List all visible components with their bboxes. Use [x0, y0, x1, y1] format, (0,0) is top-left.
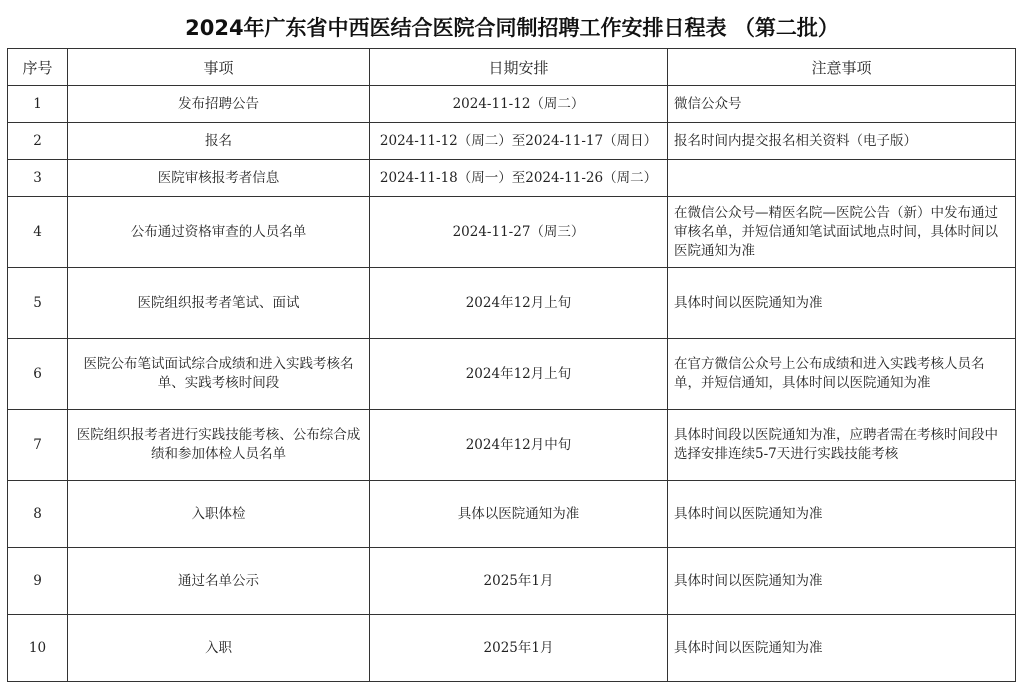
table-row	[8, 160, 1016, 197]
table-row	[8, 86, 1016, 123]
row-number: 1	[8, 86, 68, 123]
row-date: 2024-11-27（周三）	[370, 197, 668, 268]
table-row	[8, 481, 1016, 548]
table-row	[8, 615, 1016, 682]
row-item: 公布通过资格审查的人员名单	[68, 197, 370, 268]
row-note: 报名时间内提交报名相关资料（电子版）	[668, 123, 1016, 160]
schedule-table	[7, 48, 1016, 682]
row-item: 报名	[68, 123, 370, 160]
row-note: 具体时间以医院通知为准	[668, 481, 1016, 548]
row-number: 3	[8, 160, 68, 197]
table-row	[8, 268, 1016, 339]
header-item: 事项	[68, 49, 370, 86]
row-date: 2024年12月上旬	[370, 268, 668, 339]
row-number: 10	[8, 615, 68, 682]
page-title: 2024年广东省中西医结合医院合同制招聘工作安排日程表 （第二批）	[185, 16, 839, 40]
row-date: 2024-11-12（周二）至2024-11-17（周日）	[370, 123, 668, 160]
row-item: 入职体检	[68, 481, 370, 548]
row-number: 9	[8, 548, 68, 615]
row-note: 微信公众号	[668, 86, 1016, 123]
row-item: 发布招聘公告	[68, 86, 370, 123]
row-number: 8	[8, 481, 68, 548]
row-note: 具体时间段以医院通知为准，应聘者需在考核时间段中选择安排连续5-7天进行实践技能考核	[668, 410, 1016, 481]
row-number: 6	[8, 339, 68, 410]
row-item: 通过名单公示	[68, 548, 370, 615]
row-note	[668, 160, 1016, 197]
row-date: 2024年12月中旬	[370, 410, 668, 481]
row-date: 具体以医院通知为准	[370, 481, 668, 548]
row-note: 在微信公众号—精医名院—医院公告（新）中发布通过审核名单，并短信通知笔试面试地点时间，具体时间以医院通知为准	[668, 197, 1016, 268]
table-row	[8, 339, 1016, 410]
row-note: 具体时间以医院通知为准	[668, 268, 1016, 339]
row-item: 医院组织报考者笔试、面试	[68, 268, 370, 339]
row-item: 入职	[68, 615, 370, 682]
header-number: 序号	[8, 49, 68, 86]
row-number: 7	[8, 410, 68, 481]
row-item: 医院公布笔试面试综合成绩和进入实践考核名单、实践考核时间段	[68, 339, 370, 410]
row-date: 2024-11-18（周一）至2024-11-26（周二）	[370, 160, 668, 197]
table-row	[8, 197, 1016, 268]
table-row	[8, 123, 1016, 160]
row-item: 医院审核报考者信息	[68, 160, 370, 197]
row-date: 2024-11-12（周二）	[370, 86, 668, 123]
row-item: 医院组织报考者进行实践技能考核、公布综合成绩和参加体检人员名单	[68, 410, 370, 481]
row-note: 在官方微信公众号上公布成绩和进入实践考核人员名单，并短信通知，具体时间以医院通知为准	[668, 339, 1016, 410]
row-date: 2025年1月	[370, 548, 668, 615]
row-number: 5	[8, 268, 68, 339]
table-header-row	[8, 49, 1016, 86]
header-note: 注意事项	[668, 49, 1016, 86]
header-date: 日期安排	[370, 49, 668, 86]
row-date: 2024年12月上旬	[370, 339, 668, 410]
row-date: 2025年1月	[370, 615, 668, 682]
row-number: 4	[8, 197, 68, 268]
row-note: 具体时间以医院通知为准	[668, 548, 1016, 615]
table-row	[8, 548, 1016, 615]
table-row	[8, 410, 1016, 481]
row-note: 具体时间以医院通知为准	[668, 615, 1016, 682]
row-number: 2	[8, 123, 68, 160]
